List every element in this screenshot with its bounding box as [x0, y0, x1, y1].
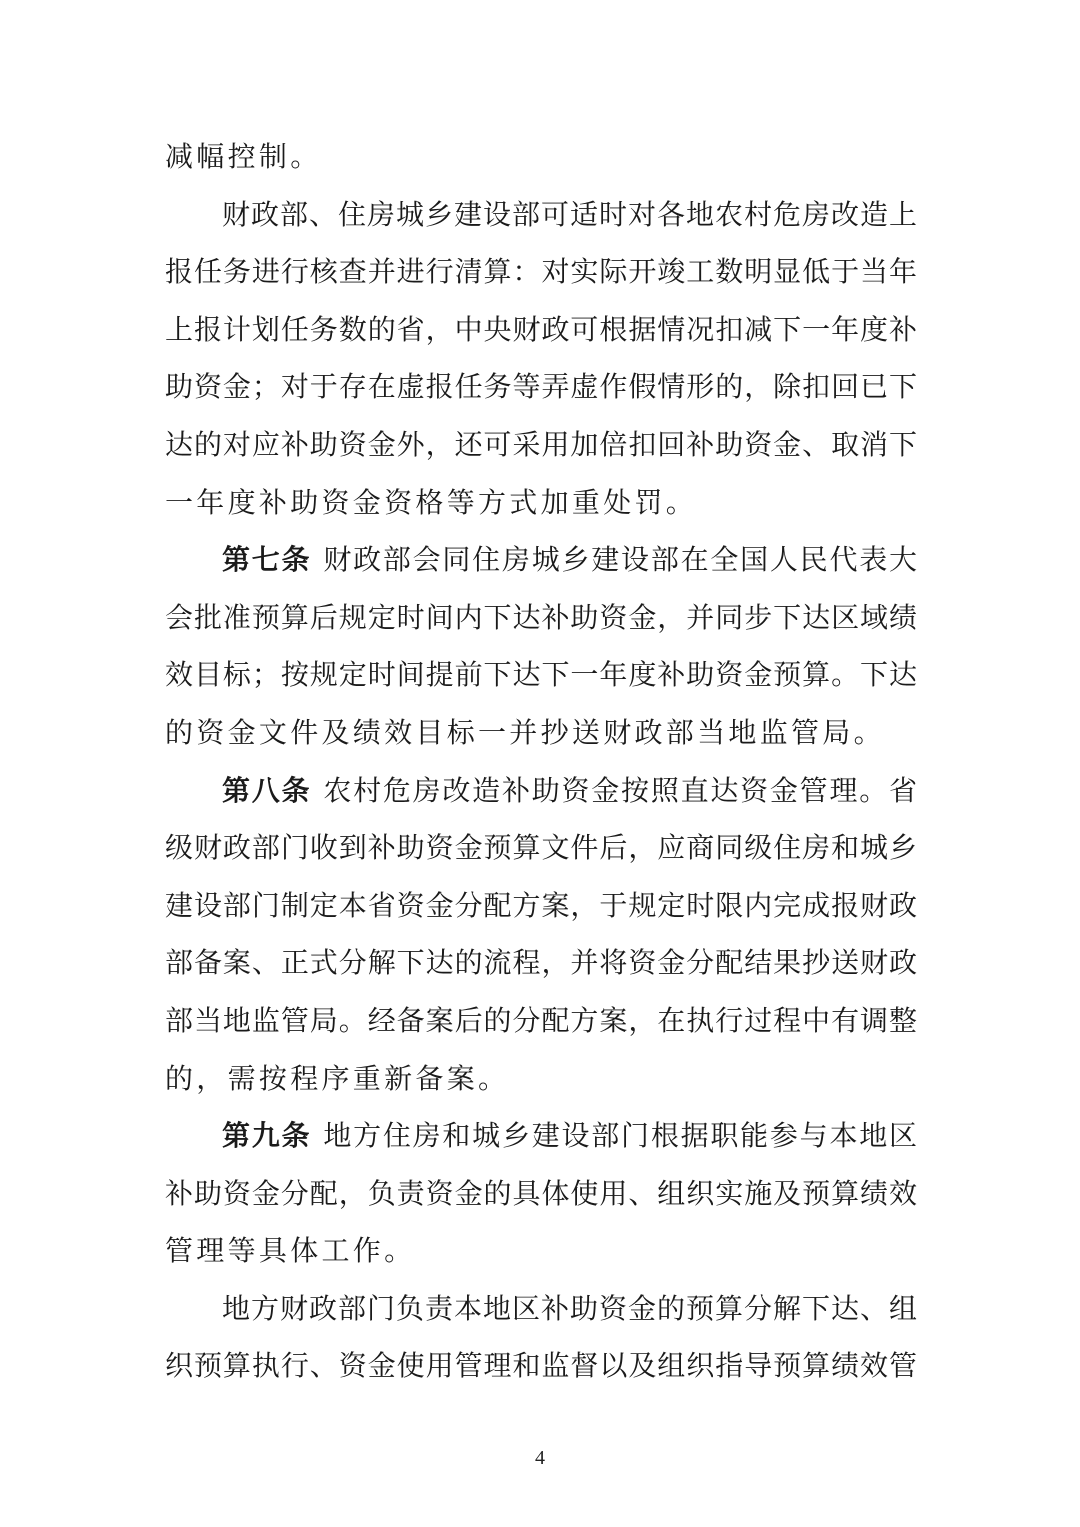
text-line — [165, 589, 917, 647]
line-text: 助资金；对于存在虚报任务等弄虚作假情形的，除扣回已下 — [165, 370, 917, 404]
line-text: 报任务进行核查并进行清算：对实际开竣工数明显低于当年 — [165, 255, 917, 289]
text-line — [165, 358, 917, 416]
text-line — [165, 704, 917, 762]
line-text: 建设部门制定本省资金分配方案，于规定时限内完成报财政 — [165, 888, 917, 922]
line-text: 减幅控制。 — [165, 140, 322, 173]
text-line — [165, 992, 917, 1050]
line-text: 一年度补助资金资格等方式加重处罚。 — [165, 485, 698, 519]
line-text: 达的对应补助资金外，还可采用加倍扣回补助资金、取消下 — [165, 427, 917, 461]
text-line — [165, 934, 917, 992]
line-text: 财政部会同住房城乡建设部在全国人民代表大 — [323, 543, 917, 577]
text-line — [165, 1165, 917, 1223]
article-number: 第九条 — [222, 1119, 312, 1153]
article-number: 第八条 — [222, 773, 312, 807]
text-line — [165, 1107, 917, 1165]
line-text: 地方财政部门负责本地区补助资金的预算分解下达、组 — [222, 1291, 917, 1325]
line-text: 会批准预算后规定时间内下达补助资金，并同步下达区域绩 — [165, 600, 917, 634]
line-text: 财政部、住房城乡建设部可适时对各地农村危房改造上 — [222, 197, 917, 231]
article-number: 第七条 — [222, 543, 312, 577]
text-line — [165, 531, 917, 589]
line-text: 的，需按程序重新备案。 — [165, 1061, 510, 1095]
text-line — [165, 301, 917, 359]
text-line — [165, 1280, 917, 1338]
line-text: 级财政部门收到补助资金预算文件后，应商同级住房和城乡 — [165, 831, 917, 865]
text-line — [165, 128, 917, 186]
text-line — [165, 762, 917, 820]
text-line — [165, 416, 917, 474]
document-body — [165, 128, 917, 1395]
text-line — [165, 819, 917, 877]
text-line — [165, 1337, 917, 1395]
line-text: 上报计划任务数的省，中央财政可根据情况扣减下一年度补 — [165, 312, 917, 346]
text-line — [165, 1222, 917, 1280]
line-text: 农村危房改造补助资金按照直达资金管理。省 — [323, 773, 917, 807]
text-line — [165, 877, 917, 935]
line-text: 效目标；按规定时间提前下达下一年度补助资金预算。下达 — [165, 658, 917, 692]
text-line — [165, 186, 917, 244]
line-text: 地方住房和城乡建设部门根据职能参与本地区 — [323, 1119, 917, 1153]
text-line — [165, 243, 917, 301]
line-text: 织预算执行、资金使用管理和监督以及组织指导预算绩效管 — [165, 1349, 917, 1383]
line-text: 补助资金分配，负责资金的具体使用、组织实施及预算绩效 — [165, 1176, 917, 1210]
line-text: 部当地监管局。经备案后的分配方案，在执行过程中有调整 — [165, 1003, 917, 1037]
text-line — [165, 474, 917, 532]
text-line — [165, 646, 917, 704]
line-text: 的资金文件及绩效目标一并抄送财政部当地监管局。 — [165, 715, 885, 749]
line-text: 部备案、正式分解下达的流程，并将资金分配结果抄送财政 — [165, 946, 917, 980]
text-line — [165, 1050, 917, 1108]
line-text: 管理等具体工作。 — [165, 1234, 416, 1268]
page-number: 4 — [535, 1447, 545, 1469]
